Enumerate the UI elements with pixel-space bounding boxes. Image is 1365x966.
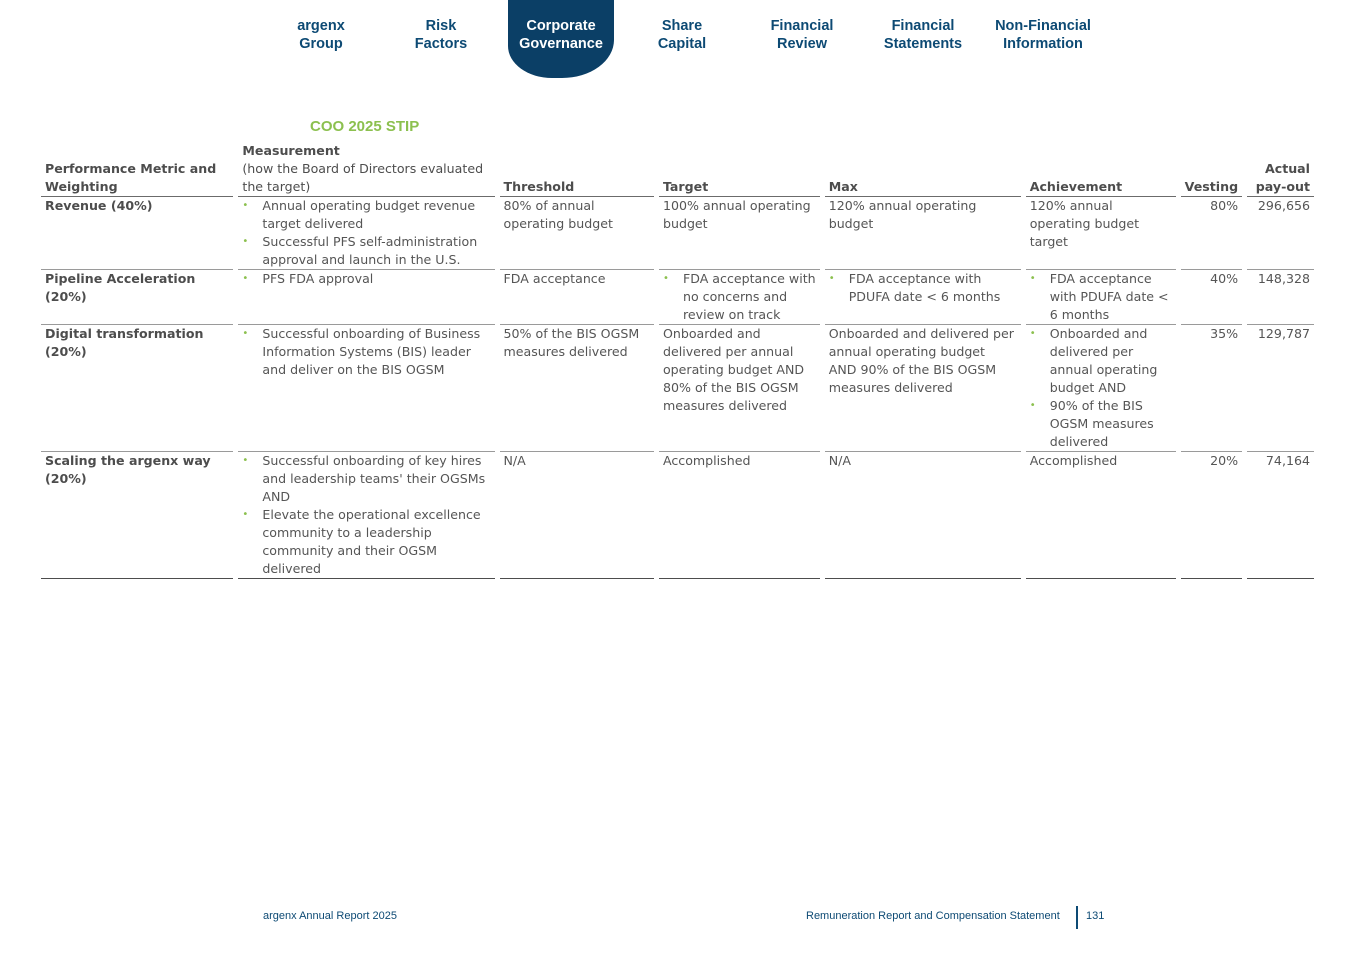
- list-item: • Successful PFS self-administration approval and launch in the U.S.: [242, 233, 490, 269]
- nav-label: Group: [299, 36, 343, 52]
- cell-payout: 148,328: [1247, 270, 1314, 325]
- cell-target: Accomplished: [659, 452, 820, 579]
- cell-threshold: FDA acceptance: [500, 270, 654, 325]
- header-measurement-sub: (how the Board of Directors evaluated the target): [242, 161, 484, 194]
- header-vesting: Vesting: [1181, 142, 1242, 197]
- cell-max: Onboarded and delivered per annual operating budget AND 90% of the BIS OGSM measures delivered: [825, 325, 1021, 452]
- nav-label: Corporate: [526, 18, 596, 34]
- list-item: • FDA acceptance with PDUFA date < 6 months: [1030, 270, 1172, 324]
- header-payout-line2: pay-out: [1255, 179, 1310, 194]
- section-title: COO 2025 STIP: [310, 118, 420, 135]
- cell-payout: 296,656: [1247, 197, 1314, 270]
- cell-max: [825, 270, 1021, 325]
- table-row: [41, 325, 1314, 452]
- cell-threshold: 80% of annual operating budget: [500, 197, 654, 270]
- cell-target: 100% annual operating budget: [659, 197, 820, 270]
- nav-label: Governance: [519, 36, 603, 52]
- list-item: • PFS FDA approval: [242, 270, 490, 288]
- cell-payout: 74,164: [1247, 452, 1314, 579]
- cell-metric: Scaling the argenx way (20%): [41, 452, 233, 579]
- cell-threshold: 50% of the BIS OGSM measures delivered: [500, 325, 654, 452]
- cell-metric: Digital transformation (20%): [41, 325, 233, 452]
- cell-vesting: 40%: [1181, 270, 1242, 325]
- stip-table: [36, 142, 1319, 579]
- cell-max: N/A: [825, 452, 1021, 579]
- nav-corporate-governance[interactable]: [506, 17, 616, 53]
- table-row: [41, 197, 1314, 270]
- list-item: • Annual operating budget revenue target delivered: [242, 197, 490, 233]
- nav-label: Factors: [414, 36, 468, 52]
- page-number: 131: [1086, 910, 1105, 922]
- nav-label: Financial: [891, 18, 955, 34]
- nav-label: Risk: [425, 18, 457, 34]
- nav-financial-review[interactable]: [747, 17, 857, 53]
- nav-label: argenx: [297, 18, 345, 34]
- list-item: • 90% of the BIS OGSM measures delivered: [1030, 397, 1172, 451]
- cell-vesting: 80%: [1181, 197, 1242, 270]
- header-payout: [1247, 142, 1314, 197]
- cell-metric: Revenue (40%): [41, 197, 233, 270]
- top-navigation: [0, 0, 1365, 80]
- cell-metric: Pipeline Acceleration (20%): [41, 270, 233, 325]
- cell-vesting: 35%: [1181, 325, 1242, 452]
- header-max: Max: [825, 142, 1021, 197]
- list-item: • Successful onboarding of key hires and leadership teams' their OGSMs AND: [242, 452, 490, 506]
- cell-achievement: [1026, 270, 1176, 325]
- cell-threshold: N/A: [500, 452, 654, 579]
- nav-label: Review: [777, 36, 827, 52]
- nav-label: Financial: [770, 18, 834, 34]
- cell-target: [659, 270, 820, 325]
- table-row: [41, 270, 1314, 325]
- header-measurement-title: Measurement: [242, 143, 340, 158]
- header-metric: Performance Metric and Weighting: [41, 142, 233, 197]
- cell-measurement: [238, 325, 494, 452]
- cell-achievement: 120% annual operating budget target: [1026, 197, 1176, 270]
- nav-label: Non-Financial: [995, 18, 1091, 34]
- header-target: Target: [659, 142, 820, 197]
- footer-divider: [1076, 906, 1078, 929]
- cell-achievement: [1026, 325, 1176, 452]
- table-header-row: [41, 142, 1314, 197]
- header-threshold: Threshold: [500, 142, 654, 197]
- header-payout-line1: Actual: [1264, 161, 1310, 176]
- cell-vesting: 20%: [1181, 452, 1242, 579]
- cell-target: Onboarded and delivered per annual operating budget AND 80% of the BIS OGSM measures delivered: [659, 325, 820, 452]
- cell-measurement: [238, 452, 494, 579]
- list-item: • FDA acceptance with PDUFA date < 6 months: [829, 270, 1017, 306]
- nav-financial-statements[interactable]: [868, 17, 978, 53]
- list-item: • Successful onboarding of Business Information Systems (BIS) leader and deliver on the BIS OGSM: [242, 325, 490, 379]
- cell-payout: 129,787: [1247, 325, 1314, 452]
- list-item: • Onboarded and delivered per annual operating budget AND: [1030, 325, 1172, 397]
- header-measurement: [238, 142, 494, 197]
- nav-argenx-group[interactable]: [266, 17, 376, 53]
- list-item: • Elevate the operational excellence community to a leadership community and their OGSM delivered: [242, 506, 490, 578]
- list-item: • FDA acceptance with no concerns and review on track: [663, 270, 816, 324]
- nav-label: Information: [1003, 36, 1083, 52]
- nav-share-capital[interactable]: [627, 17, 737, 53]
- nav-label: Share: [661, 18, 703, 34]
- table-row: [41, 452, 1314, 579]
- header-achievement: Achievement: [1026, 142, 1176, 197]
- cell-max: 120% annual operating budget: [825, 197, 1021, 270]
- nav-non-financial-information[interactable]: [983, 17, 1103, 53]
- cell-measurement: [238, 197, 494, 270]
- nav-label: Statements: [883, 36, 963, 52]
- cell-achievement: Accomplished: [1026, 452, 1176, 579]
- nav-label: Capital: [657, 36, 707, 52]
- footer-section-title: Remuneration Report and Compensation Statement: [806, 910, 1060, 922]
- nav-risk-factors[interactable]: [386, 17, 496, 53]
- footer-report-title: argenx Annual Report 2025: [263, 910, 397, 922]
- cell-measurement: [238, 270, 494, 325]
